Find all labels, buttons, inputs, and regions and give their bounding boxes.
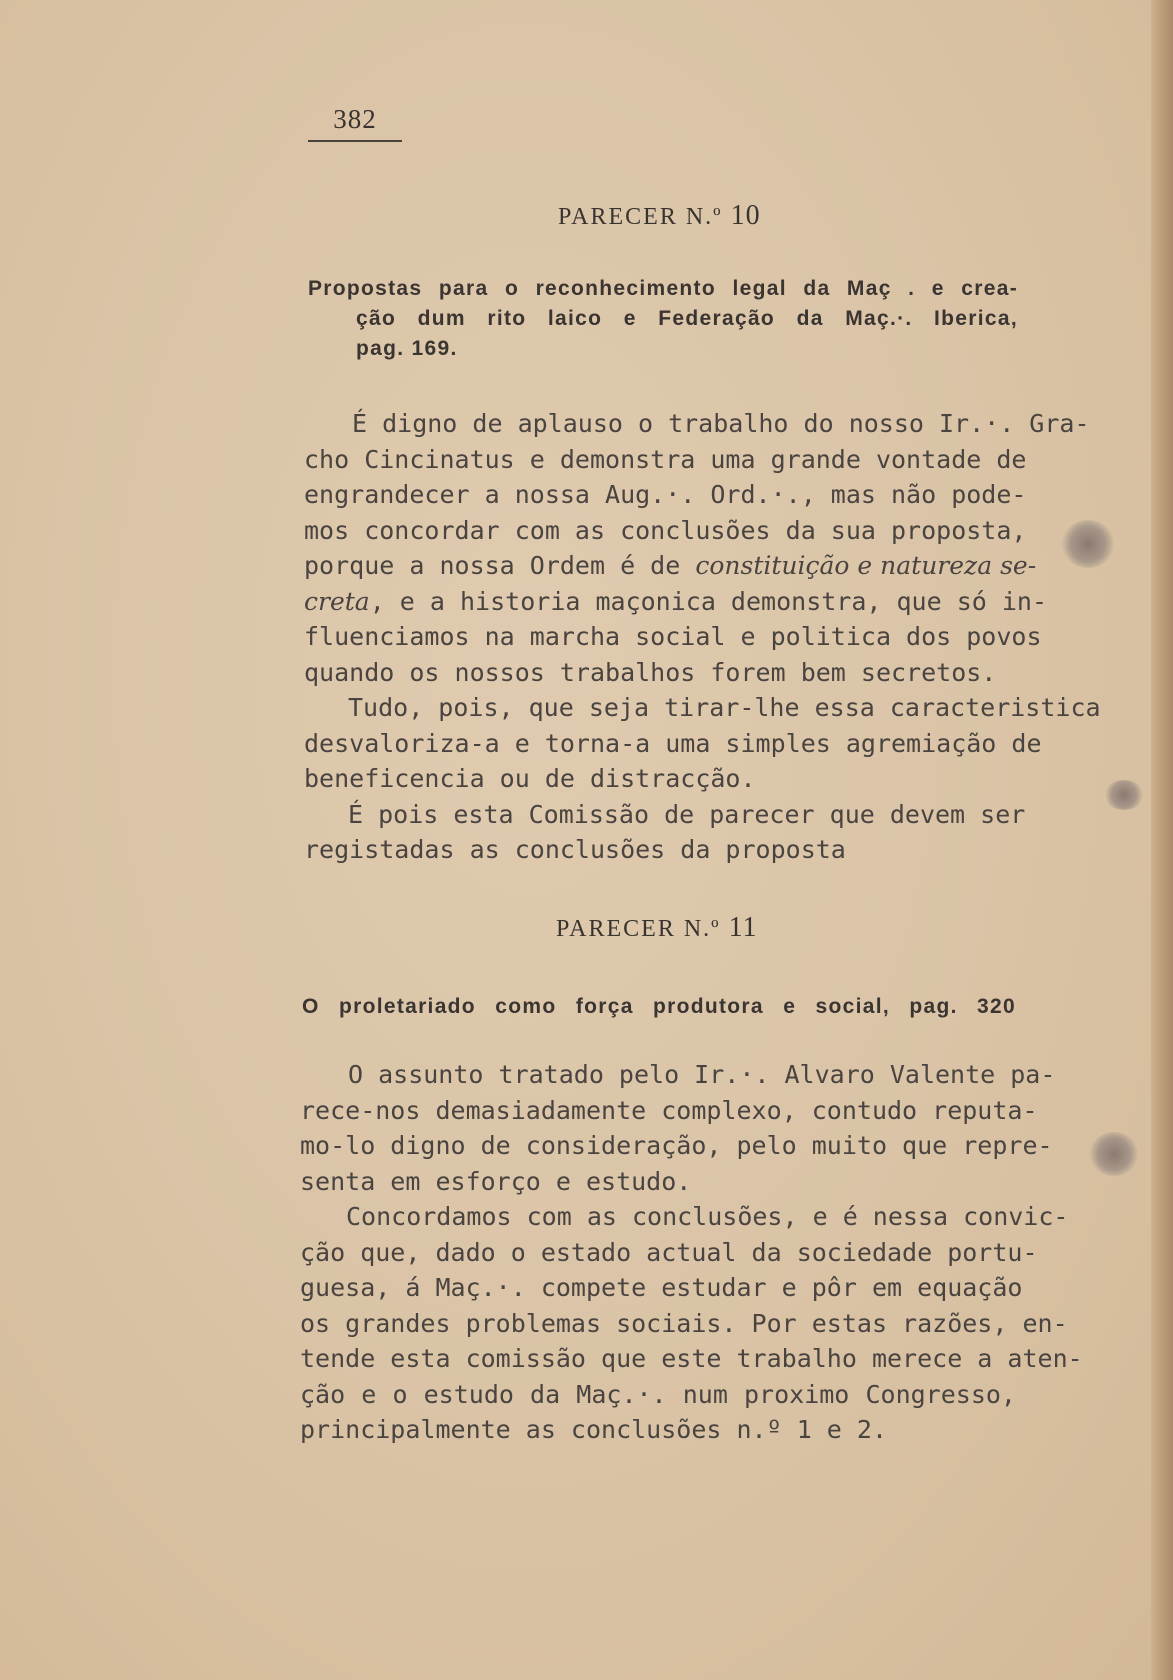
body-line: registadas as conclusões da proposta [304,835,846,864]
body-line [304,584,1048,620]
parecer-10-body [304,406,1101,868]
body-line: mo-lo digno de consideração, pelo muito que repre- [300,1131,1053,1160]
body-italic: creta [304,586,370,616]
parecer-10-number: 10 [730,200,761,231]
body-text: , e a historia maçonica demonstra, que só in- [369,586,1048,616]
body-line: beneficencia ou de distracção. [304,764,756,793]
body-line [304,548,1037,584]
parecer-11-body [300,1057,1083,1448]
body-line: Concordamos com as conclusões, e é nessa convic- [346,1202,1069,1231]
body-line: fluenciamos na marcha social e politica dos povos [304,622,1042,651]
body-italic: constituição e natureza se- [695,551,1037,580]
body-line: O assunto tratado pelo Ir.·. Alvaro Valente pa- [348,1060,1056,1089]
page-stain [1090,1132,1138,1176]
body-line: cho Cincinatus e demonstra uma grande vontade de [304,444,1027,474]
body-line: engrandecer a nossa Aug.·. Ord.·., mas não pode- [304,480,1027,509]
parecer-11-heading [556,912,758,944]
parecer-11-subject [302,992,1016,1022]
body-line: mos concordar com as conclusões da sua proposta, [304,515,1027,545]
body-line: guesa, á Maç.·. compete estudar e pôr em equação [300,1273,1023,1302]
parecer-10-heading-label: PARECER N.º [558,204,723,230]
body-line: ção que, dado o estado actual da sociedade portu- [300,1237,1038,1267]
subject-line: pag. 169. [356,337,458,360]
page-number-rule [308,140,402,142]
body-line: principalmente as conclusões n.º 1 e 2. [300,1415,887,1444]
page-stain [1062,520,1114,568]
body-line: senta em esforço e estudo. [300,1166,692,1196]
page-stain [1104,780,1144,810]
subject-line: ção dum rito laico e Federação da Maç.·. Iberica, [356,307,1018,330]
parecer-10-heading [558,200,761,232]
body-line: É digno de aplauso o trabalho do nosso Ir.·. Gra- [352,409,1090,438]
body-line: tende esta comissão que este trabalho merece a aten- [300,1344,1083,1373]
page-spine-edge [1151,0,1173,1680]
body-line: ção e o estudo da Maç.·. num proximo Congresso, [300,1379,1016,1409]
subject-line: Propostas para o reconhecimento legal da Maç . e crea- [308,277,1018,300]
subject-line: O proletariado como força produtora e social, pag. 320 [302,995,1016,1018]
parecer-10-subject [308,274,1018,364]
parecer-11-heading-label: PARECER N.º [556,916,721,942]
body-text: porque a nossa Ordem é de [304,551,696,580]
body-line: desvaloriza-a e torna-a uma simples agremiação de [304,728,1042,758]
body-line: rece-nos demasiadamente complexo, contudo reputa- [300,1095,1038,1125]
body-line: quando os nossos trabalhos forem bem secretos. [304,657,997,687]
body-line: os grandes problemas sociais. Por estas razões, en- [300,1308,1068,1338]
page-number: 382 [333,104,377,134]
parecer-11-number: 11 [728,912,758,943]
body-line: Tudo, pois, que seja tirar-lhe essa caracteristica [348,693,1101,722]
body-line: É pois esta Comissão de parecer que devem ser [348,799,1026,829]
